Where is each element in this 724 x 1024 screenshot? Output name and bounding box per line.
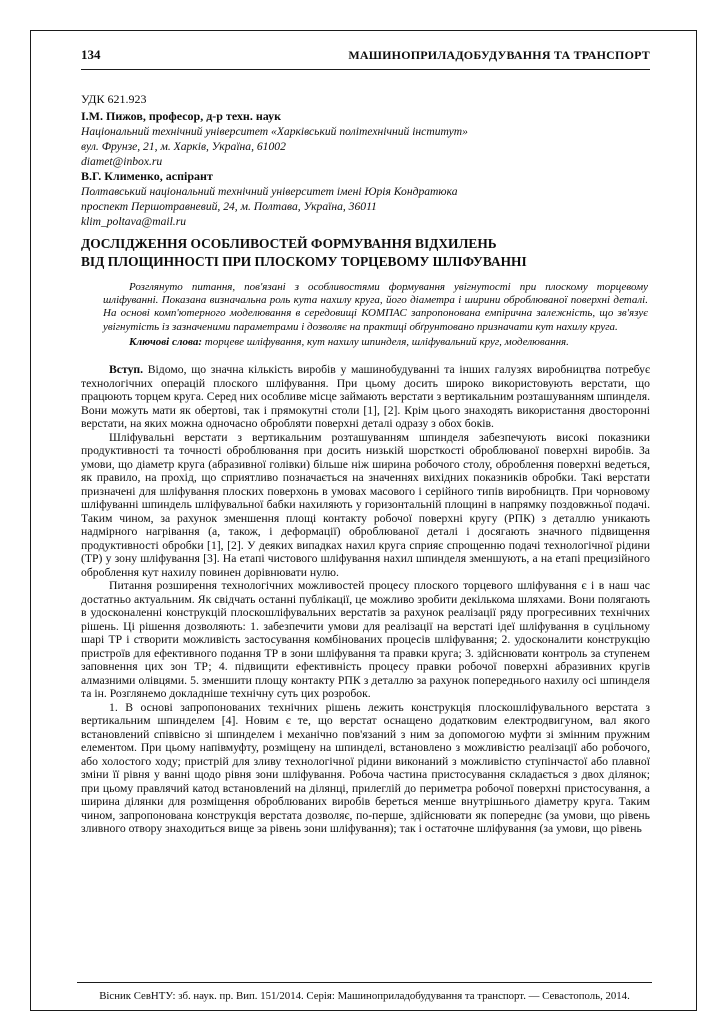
body-paragraph-3 <box>81 579 650 701</box>
page-number: 134 <box>81 47 101 62</box>
author-address: проспект Першотравневий, 24, м. Полтава, Україна, 36011 <box>81 200 377 213</box>
paragraph-lead: Вступ. <box>109 363 144 377</box>
authors-block <box>81 109 650 229</box>
article-title <box>81 235 650 271</box>
page-footer: Вісник СевНТУ: зб. наук. пр. Вип. 151/2014. Серія: Машиноприладобудування та транспорт. — Севастополь, 2014. <box>77 982 652 1002</box>
article-title-line-2: ВІД ПЛОЩИННОСТІ ПРИ ПЛОСКОМУ ТОРЦЕВОМУ ШЛІФУВАННІ <box>81 254 527 269</box>
keywords-label: Ключові слова: <box>129 335 203 348</box>
paragraph-text: 1. В основі запропонованих технічних рішень лежить конструкція плоскошліфувального верстата з вертикальним шпинделем [4]. Новим є те, що верстат оснащено додатковим електродвигуном, вал якого встановлений співвісно зі шпинделем і механічно пов'язаний з ним за допомогою муфти зі змінним пружним елементом. При цьому напівмуфту, розміщену на шпинделі, встановлено з можливістю реалізації або робочого, або холостого ходу; пристрій для зливу технологічної рідини виконаний з можливістю ступінчастої або плавної зміни її рівня у ванні щодо рівня зони шліфування. Робоча частина пристосування складається з двох ділянок; при цьому правлячий катод встановлений на ділянці, прилеглій до периметра робочої поверхні пристосування, а ширина ділянки для розміщення оброблюваних виробів береться менше внутрішнього діаметру круга. Таким чином, запропонована конструкція верстата дозволяє, по-перше, здійснювати як попереднє (за умови, що рівень зливного отвору знаходиться вище за рівень зони шліфування); так і остаточне шліфування (за умови, що рівень <box>81 700 650 836</box>
article-title-line-1: ДОСЛІДЖЕННЯ ОСОБЛИВОСТЕЙ ФОРМУВАННЯ ВІДХИЛЕНЬ <box>81 236 497 251</box>
abstract-text: Розглянуто питання, пов'язані з особливостями формування увігнутості при плоскому торцевому шліфуванні. Показана визначальна роль кута нахилу круга, його діаметра і ширини оброблюваної поверхні деталі. На основі комп'ютерного моделювання в середовищі КОМПАС запропонована емпірична залежність, що зв'язує увігнутість із зазначеними параметрами і дозволяє на практиці обґрунтовано призначати кут нахилу круга. <box>103 281 648 333</box>
author-name: І.М. Пижов, професор, д-р техн. наук <box>81 109 282 123</box>
author-affiliation: Національний технічний університет «Харківський політехнічний інститут» <box>81 125 468 138</box>
body-paragraph-2 <box>81 431 650 580</box>
udc-code: УДК 621.923 <box>81 92 147 106</box>
running-title: МАШИНОПРИЛАДОБУДУВАННЯ ТА ТРАНСПОРТ <box>348 48 650 62</box>
keywords-line <box>103 336 648 349</box>
author-affiliation: Полтавський національний технічний університет імені Юрія Кондратюка <box>81 185 458 198</box>
author-email: klim_poltava@mail.ru <box>81 215 187 228</box>
page-frame <box>30 30 697 1011</box>
body-paragraph-1 <box>81 363 650 431</box>
author-name: В.Г. Клименко, аспірант <box>81 169 213 183</box>
article-body <box>81 363 650 836</box>
page-header <box>81 47 650 70</box>
author-email: diamet@inbox.ru <box>81 155 163 168</box>
paragraph-text: Питання розширення технологічних можливостей процесу плоского торцевого шліфування є і в наш час достатньо актуальним. Як свідчать останні публікації, це можливо зробити декількома шляхами. Вони полягають в удосконаленні конструкцій плоскошліфувальних верстатів за рахунок реалізації ряду прогресивних технічних рішень. Ці рішення дозволяють: 1. забезпечити умови для реалізації на верстаті ідеї шліфування в суцільному шарі ТР і створити можливість застосування комбінованих процесів шліфування; 2. удосконалити конструкцію пристроїв для ефективного подання ТР в зони шліфування та правки круга; 3. здійснювати контроль за ступенем заповнення цих зон ТР; 4. підвищити ефективність процесу правки робочої поверхні абразивних кругів алмазними олівцями. 5. зменшити площу контакту РПК з деталлю за рахунок попереднього нахилу осі шпинделя та ін. Розглянемо докладніше технічну суть цих розробок. <box>81 579 650 701</box>
paragraph-text: Відомо, що значна кількість виробів у машинобудуванні та інших галузях виробництва потребує технологічних операцій плоского шліфування. При цьому досить широко використовують верстати, що працюють торцем круга. Серед них особливе місце займають верстати з вертикальним розташуванням шпинделя. Вони можуть мати як обертові, так і прямокутні столи [1], [2]. Крім цього знаходять використання двосторонні верстати, на яких можна одночасно обробляти поверхні деталі одразу з обох боків. <box>81 363 650 431</box>
keywords-text: торцеве шліфування, кут нахилу шпинделя, шліфувальний круг, моделювання. <box>202 335 569 348</box>
author-address: вул. Фрунзе, 21, м. Харків, Україна, 61002 <box>81 140 286 153</box>
paragraph-text: Шліфувальні верстати з вертикальним розташуванням шпинделя забезпечують високі показники продуктивності та точності оброблювання при досить низькій шорсткості оброблюваної поверхні виробів. За умови, що діаметр круга (абразивної голівки) більше ніж ширина робочого столу, оброблення поверхні ведеться, як правило, на прохід, що сприятливо позначається на значеннях вихідних показників обробки. Такі верстати призначені для шліфування плоских поверхонь в умовах масового і серійного типів виробництв. При чорновому шліфуванні шпиндель шліфувальної бабки нахиляють у горизонтальній площині в напрямку поздовжньої подачі. Таким чином, за рахунок зменшення площі контакту робочої поверхні кругу (РПК) з деталлю уникають надмірного нагрівання (а, також, і деформації) оброблюваної деталі і досягають значного підвищення продуктивності обробки [1], [2]. У деяких випадках нахил круга сприяє спрощенню подачі технологічної рідини (ТР) у зону шліфування [3]. На етапі чистового шліфування нахил шпинделя зменшують, а на етапі прецизійного оброблення кут нахилу повинен дорівнювати нулю. <box>81 430 650 579</box>
body-paragraph-4 <box>81 701 650 836</box>
